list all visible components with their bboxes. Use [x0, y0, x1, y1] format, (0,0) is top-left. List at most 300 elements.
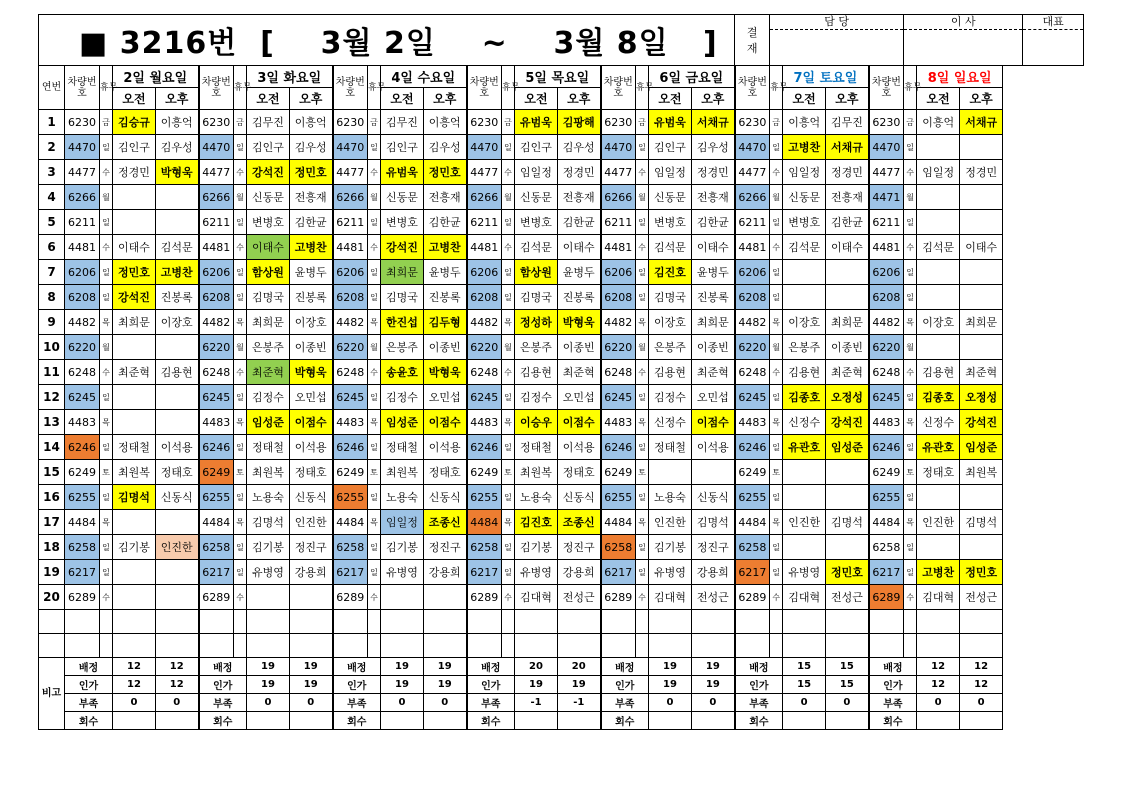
header-vehicle: 차량번호: [735, 66, 770, 110]
pm-driver: 최준혁: [826, 360, 869, 385]
table-row: [39, 335, 1084, 360]
vehicle-number: 6255: [199, 485, 234, 510]
day-off: 일: [100, 385, 113, 410]
am-driver: [113, 210, 156, 235]
pm-driver: 윤병두: [290, 260, 333, 285]
vehicle-number: 4477: [735, 160, 770, 185]
day-off: 목: [770, 410, 783, 435]
day-off: 일: [770, 135, 783, 160]
day-off: 일: [770, 560, 783, 585]
vehicle-number: 4484: [199, 510, 234, 535]
blank-cell: [290, 610, 333, 634]
am-driver: 노용숙: [247, 485, 290, 510]
am-driver: [113, 185, 156, 210]
am-driver: 은봉주: [783, 335, 826, 360]
vehicle-number: 6258: [65, 535, 100, 560]
blank-cell: [601, 634, 636, 658]
summary-label: 부족: [199, 694, 247, 712]
am-driver: 김대혁: [783, 585, 826, 610]
table-row: [39, 485, 1084, 510]
pm-driver: 신동식: [290, 485, 333, 510]
day-off: 월: [100, 185, 113, 210]
vehicle-number: 6220: [869, 335, 904, 360]
summary-pm-value: [960, 712, 1003, 730]
pm-driver: 진봉록: [424, 285, 467, 310]
vehicle-number: 4482: [199, 310, 234, 335]
pm-driver: 최희문: [960, 310, 1003, 335]
schedule-table: [38, 14, 1084, 730]
vehicle-number: 6249: [65, 460, 100, 485]
pm-driver: 이석용: [156, 435, 199, 460]
vehicle-number: 6211: [467, 210, 502, 235]
vehicle-number: 6211: [199, 210, 234, 235]
day-off: 금: [770, 110, 783, 135]
am-driver: 정태호: [917, 460, 960, 485]
vehicle-number: 4471: [869, 185, 904, 210]
blank-cell: [515, 610, 558, 634]
summary-am-value: 0: [113, 694, 156, 712]
vehicle-number: 6206: [869, 260, 904, 285]
vehicle-number: 6211: [333, 210, 368, 235]
day-off: 수: [368, 360, 381, 385]
day-off: 토: [636, 460, 649, 485]
pm-driver: 김한균: [826, 210, 869, 235]
pm-driver: 오민섭: [290, 385, 333, 410]
vehicle-number: 6258: [333, 535, 368, 560]
summary-pm-value: 20: [558, 658, 601, 676]
am-driver: 김명국: [247, 285, 290, 310]
blank-cell: [692, 610, 735, 634]
header-vehicle: 차량번호: [333, 66, 368, 110]
summary-pm-value: -1: [558, 694, 601, 712]
vehicle-number: 4484: [467, 510, 502, 535]
summary-label: 배정: [65, 658, 113, 676]
am-driver: 신동문: [515, 185, 558, 210]
day-off: 일: [502, 385, 515, 410]
day-off: 목: [502, 510, 515, 535]
vehicle-number: 4470: [735, 135, 770, 160]
blank-cell: [39, 610, 65, 634]
am-driver: 김대혁: [917, 585, 960, 610]
summary-pm-value: 19: [424, 676, 467, 694]
day-off: 일: [502, 285, 515, 310]
day-off: 일: [904, 260, 917, 285]
am-driver: 김명석: [113, 485, 156, 510]
am-driver: 임일정: [917, 160, 960, 185]
summary-label: 부족: [65, 694, 113, 712]
am-driver: 김기봉: [247, 535, 290, 560]
am-driver: 인진한: [917, 510, 960, 535]
day-off: 목: [904, 510, 917, 535]
pm-driver: [960, 260, 1003, 285]
day-off: 수: [502, 235, 515, 260]
day-off: 수: [636, 585, 649, 610]
am-driver: 김무진: [247, 110, 290, 135]
table-row: [39, 135, 1084, 160]
pm-driver: 윤병두: [692, 260, 735, 285]
blank-cell: [65, 610, 100, 634]
am-driver: 정태철: [247, 435, 290, 460]
header-hyumu: 휴무: [100, 66, 113, 110]
day-off: 수: [234, 160, 247, 185]
blank-cell: [333, 634, 368, 658]
blank-cell: [917, 610, 960, 634]
header-hyumu: 휴무: [234, 66, 247, 110]
am-driver: 유병영: [783, 560, 826, 585]
vehicle-number: 6289: [467, 585, 502, 610]
vehicle-number: 6220: [735, 335, 770, 360]
header-pm: 오후: [424, 88, 467, 110]
vehicle-number: 4477: [869, 160, 904, 185]
table-row: [39, 410, 1084, 435]
am-driver: [783, 535, 826, 560]
day-off: 수: [100, 360, 113, 385]
day-off: 일: [234, 560, 247, 585]
day-off: 일: [368, 210, 381, 235]
day-off: 목: [234, 510, 247, 535]
vehicle-number: 6258: [601, 535, 636, 560]
table-row: [39, 460, 1084, 485]
pm-driver: 강석진: [960, 410, 1003, 435]
approval-isa: [904, 15, 1023, 66]
blank-cell: [826, 634, 869, 658]
day-off: 목: [636, 510, 649, 535]
blank-cell: [770, 610, 783, 634]
row-number: 12: [39, 385, 65, 410]
pm-driver: [156, 185, 199, 210]
vehicle-number: 6220: [199, 335, 234, 360]
am-driver: 김진호: [515, 510, 558, 535]
day-off: 목: [368, 510, 381, 535]
vehicle-number: 4482: [65, 310, 100, 335]
vehicle-number: 6246: [869, 435, 904, 460]
summary-pm-value: 19: [424, 658, 467, 676]
table-row: [39, 310, 1084, 335]
vehicle-number: 4481: [735, 235, 770, 260]
pm-driver: [960, 335, 1003, 360]
day-off: 수: [368, 235, 381, 260]
vehicle-number: 6246: [199, 435, 234, 460]
vehicle-number: 6217: [65, 560, 100, 585]
pm-driver: 김우성: [558, 135, 601, 160]
pm-driver: [826, 460, 869, 485]
pm-driver: 이태수: [826, 235, 869, 260]
pm-driver: 서채규: [960, 110, 1003, 135]
pm-driver: 서채규: [826, 135, 869, 160]
table-row: [39, 385, 1084, 410]
pm-driver: [290, 585, 333, 610]
day-off: 일: [770, 210, 783, 235]
day-off: 목: [904, 310, 917, 335]
summary-pm-value: 19: [692, 676, 735, 694]
summary-am-value: 19: [247, 658, 290, 676]
vehicle-number: 6220: [467, 335, 502, 360]
pm-driver: 오민섭: [424, 385, 467, 410]
vehicle-number: 4483: [601, 410, 636, 435]
pm-driver: 신동식: [424, 485, 467, 510]
row-number: 17: [39, 510, 65, 535]
day-off: 수: [904, 360, 917, 385]
day-off: 일: [234, 285, 247, 310]
header-vehicle: 차량번호: [601, 66, 636, 110]
day-off: 월: [904, 185, 917, 210]
vehicle-number: 6248: [65, 360, 100, 385]
blank-cell: [558, 610, 601, 634]
pm-driver: 진봉록: [156, 285, 199, 310]
pm-driver: 전흥재: [290, 185, 333, 210]
vehicle-number: 6248: [735, 360, 770, 385]
summary-label: 인가: [869, 676, 917, 694]
summary-am-value: [515, 712, 558, 730]
vehicle-number: 6217: [333, 560, 368, 585]
pm-driver: 임성준: [826, 435, 869, 460]
pm-driver: 이점수: [424, 410, 467, 435]
pm-driver: 강석진: [826, 410, 869, 435]
vehicle-number: 6245: [869, 385, 904, 410]
header-day-3: 4일 수요일: [381, 66, 467, 88]
pm-driver: 김한균: [558, 210, 601, 235]
pm-driver: 김무진: [826, 110, 869, 135]
header-vehicle: 차량번호: [199, 66, 234, 110]
day-off: 일: [368, 560, 381, 585]
blank-cell: [515, 634, 558, 658]
day-off: 일: [234, 210, 247, 235]
am-driver: 신동문: [783, 185, 826, 210]
vehicle-number: 6206: [333, 260, 368, 285]
day-off: 일: [100, 435, 113, 460]
am-driver: 임성준: [381, 410, 424, 435]
am-driver: 강석진: [113, 285, 156, 310]
table-row: [39, 185, 1084, 210]
header-am: 오전: [917, 88, 960, 110]
summary-pm-value: 0: [692, 694, 735, 712]
page-title: ■ 3216번 [ 3월 2일 ~ 3월 8일 ]: [39, 15, 735, 66]
summary-pm-value: 0: [156, 694, 199, 712]
pm-driver: 진봉록: [290, 285, 333, 310]
approval-damdang: [770, 15, 904, 66]
am-driver: [783, 485, 826, 510]
vehicle-number: 4477: [467, 160, 502, 185]
day-off: 수: [770, 360, 783, 385]
row-number: 15: [39, 460, 65, 485]
pm-driver: 김한균: [692, 210, 735, 235]
am-driver: 최희문: [113, 310, 156, 335]
am-driver: 이승우: [515, 410, 558, 435]
summary-label: 회수: [869, 712, 917, 730]
vehicle-number: 6206: [735, 260, 770, 285]
am-driver: [247, 585, 290, 610]
vehicle-number: 6249: [869, 460, 904, 485]
vehicle-number: 6230: [601, 110, 636, 135]
am-driver: [917, 185, 960, 210]
day-off: 일: [904, 285, 917, 310]
am-driver: 정태철: [649, 435, 692, 460]
blank-cell: [381, 634, 424, 658]
table-row: [39, 110, 1084, 135]
summary-pm-value: 0: [290, 694, 333, 712]
day-off: 목: [234, 310, 247, 335]
pm-driver: [156, 560, 199, 585]
am-driver: 은봉주: [515, 335, 558, 360]
summary-am-value: 12: [917, 658, 960, 676]
pm-driver: 정태호: [424, 460, 467, 485]
pm-driver: 김우성: [692, 135, 735, 160]
am-driver: 신정수: [917, 410, 960, 435]
am-driver: 김정수: [381, 385, 424, 410]
pm-driver: 이장호: [290, 310, 333, 335]
blank-cell: [424, 634, 467, 658]
day-off: 목: [770, 310, 783, 335]
am-driver: 정태철: [113, 435, 156, 460]
blank-cell: [100, 610, 113, 634]
approval-gyeol: 결: [746, 26, 758, 39]
vehicle-number: 6255: [869, 485, 904, 510]
day-off: 일: [368, 435, 381, 460]
vehicle-number: 4482: [869, 310, 904, 335]
day-off: 일: [368, 135, 381, 160]
am-driver: [917, 285, 960, 310]
summary-label: 부족: [467, 694, 515, 712]
approval-damdang-label: 담 당: [770, 15, 903, 30]
pm-driver: 김용현: [156, 360, 199, 385]
am-driver: 김인구: [113, 135, 156, 160]
am-driver: 이흥억: [783, 110, 826, 135]
vehicle-number: 6208: [869, 285, 904, 310]
blank-cell: [39, 634, 65, 658]
vehicle-number: 4484: [735, 510, 770, 535]
summary-label: 회수: [199, 712, 247, 730]
summary-am-value: 19: [247, 676, 290, 694]
vehicle-number: 6230: [467, 110, 502, 135]
am-driver: 신동문: [649, 185, 692, 210]
am-driver: 정성하: [515, 310, 558, 335]
day-off: 일: [234, 135, 247, 160]
am-driver: 최원복: [381, 460, 424, 485]
vehicle-number: 6266: [467, 185, 502, 210]
blank-cell: [247, 610, 290, 634]
pm-driver: 이태수: [960, 235, 1003, 260]
vehicle-number: 6220: [65, 335, 100, 360]
row-number: 20: [39, 585, 65, 610]
header-am: 오전: [381, 88, 424, 110]
pm-driver: 진봉록: [692, 285, 735, 310]
summary-pm-value: 19: [290, 658, 333, 676]
day-off: 일: [368, 535, 381, 560]
pm-driver: [960, 210, 1003, 235]
day-off: 일: [636, 485, 649, 510]
am-driver: 함상원: [247, 260, 290, 285]
vehicle-number: 4481: [601, 235, 636, 260]
summary-am-value: 19: [381, 676, 424, 694]
am-driver: 은봉주: [381, 335, 424, 360]
row-number: 6: [39, 235, 65, 260]
row-number: 7: [39, 260, 65, 285]
pm-driver: 김팡해: [558, 110, 601, 135]
day-off: 토: [904, 460, 917, 485]
am-driver: 유범욱: [515, 110, 558, 135]
summary-label: 배정: [467, 658, 515, 676]
pm-driver: 이석용: [692, 435, 735, 460]
header-pm: 오후: [156, 88, 199, 110]
row-number: 8: [39, 285, 65, 310]
pm-driver: 오민섭: [558, 385, 601, 410]
pm-driver: 이흥억: [156, 110, 199, 135]
summary-pm-value: 15: [826, 676, 869, 694]
day-off: 토: [368, 460, 381, 485]
day-off: 목: [502, 310, 515, 335]
pm-driver: [826, 285, 869, 310]
pm-driver: 신동식: [692, 485, 735, 510]
day-off: 일: [636, 210, 649, 235]
am-driver: 김진호: [649, 260, 692, 285]
vehicle-number: 6248: [467, 360, 502, 385]
day-off: 일: [636, 535, 649, 560]
am-driver: 유병영: [247, 560, 290, 585]
am-driver: 김인구: [515, 135, 558, 160]
row-number: 9: [39, 310, 65, 335]
pm-driver: 이석용: [424, 435, 467, 460]
vehicle-number: 6289: [601, 585, 636, 610]
vehicle-number: 6246: [467, 435, 502, 460]
header-vehicle: 차량번호: [467, 66, 502, 110]
day-off: 일: [904, 135, 917, 160]
day-off: 일: [636, 385, 649, 410]
approval-daepyo-label: 대표: [1023, 15, 1083, 30]
vehicle-number: 4470: [199, 135, 234, 160]
day-off: 수: [904, 235, 917, 260]
summary-label: 배정: [333, 658, 381, 676]
day-off: 일: [770, 385, 783, 410]
vehicle-number: 6230: [65, 110, 100, 135]
vehicle-number: 6217: [467, 560, 502, 585]
day-off: 토: [100, 460, 113, 485]
pm-driver: 최준혁: [558, 360, 601, 385]
blank-cell: [156, 610, 199, 634]
am-driver: 임일정: [515, 160, 558, 185]
header-am: 오전: [783, 88, 826, 110]
summary-pm-value: [290, 712, 333, 730]
pm-driver: 이종빈: [692, 335, 735, 360]
day-off: 일: [502, 435, 515, 460]
vehicle-number: 4481: [65, 235, 100, 260]
row-number: 19: [39, 560, 65, 585]
day-off: 일: [770, 285, 783, 310]
pm-driver: 이종빈: [290, 335, 333, 360]
pm-driver: [156, 335, 199, 360]
day-off: 일: [502, 210, 515, 235]
am-driver: 김석문: [917, 235, 960, 260]
pm-driver: 오민섭: [692, 385, 735, 410]
row-number: 2: [39, 135, 65, 160]
header-am: 오전: [649, 88, 692, 110]
pm-driver: 강용희: [558, 560, 601, 585]
vehicle-number: 4477: [601, 160, 636, 185]
pm-driver: 박형욱: [558, 310, 601, 335]
header-am: 오전: [247, 88, 290, 110]
am-driver: 김인구: [381, 135, 424, 160]
day-off: 수: [502, 160, 515, 185]
summary-pm-value: 0: [826, 694, 869, 712]
vehicle-number: 6255: [333, 485, 368, 510]
summary-pm-value: 15: [826, 658, 869, 676]
pm-driver: 이점수: [692, 410, 735, 435]
blank-cell: [65, 634, 100, 658]
vehicle-number: 4482: [735, 310, 770, 335]
pm-driver: 정태호: [156, 460, 199, 485]
day-off: 일: [100, 285, 113, 310]
summary-am-value: 0: [649, 694, 692, 712]
table-row: [39, 360, 1084, 385]
